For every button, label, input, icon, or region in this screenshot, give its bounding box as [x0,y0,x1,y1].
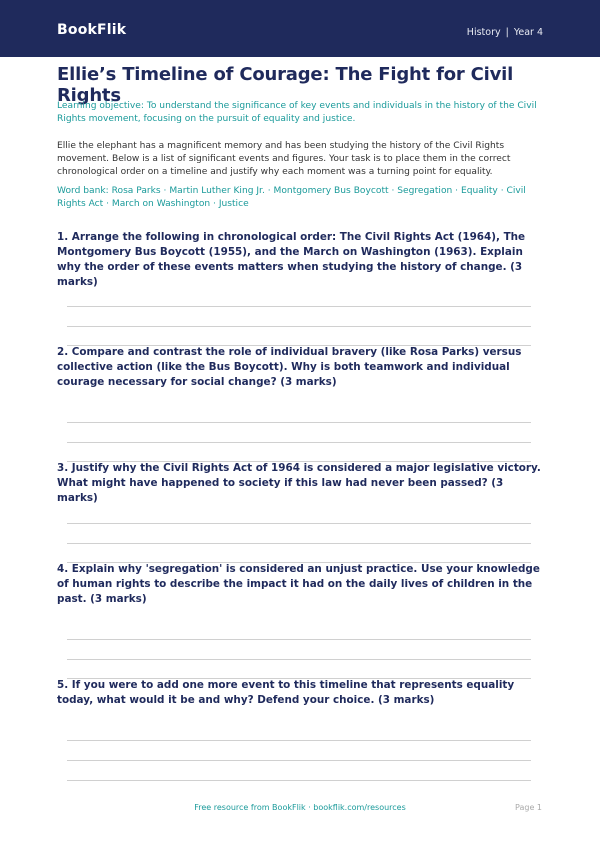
footer-resource-link[interactable]: Free resource from BookFlik · bookflik.com/resources [194,803,406,812]
answer-line[interactable] [67,523,531,524]
subject-label: History [466,27,501,38]
question-1: 1. Arrange the following in chronological order: The Civil Rights Act (1964), The Montgomery Bus Boycott (1955), and the March on Washington (1963). Explain why the order of these events matters when studying the history of change. (3 marks) [57,231,526,288]
answer-line[interactable] [67,659,531,660]
meta-separator: | [505,27,509,38]
word-bank: Word bank: Rosa Parks · Martin Luther King Jr. · Montgomery Bus Boycott · Segregation · Equality · Civil Rights Act · March on Washington · Justice [57,186,526,209]
answer-line[interactable] [67,306,531,307]
question-3: 3. Justify why the Civil Rights Act of 1964 is considered a major legislative victory. What might have happened to society if this law had never been passed? (3 marks) [57,462,541,504]
page-number: Page 1 [515,803,542,812]
question-2: 2. Compare and contrast the role of individual bravery (like Rosa Parks) versus collective action (like the Bus Boycott). Why is both teamwork and individual courage necessary for social change? (3 marks) [57,346,522,388]
subject-year-label [467,27,543,38]
answer-line[interactable] [67,639,531,640]
question-4: 4. Explain why 'segregation' is considered an unjust practice. Use your knowledge of human rights to describe the impact it had on the daily lives of children in the past. (3 marks) [57,563,540,605]
answer-line[interactable] [67,326,531,327]
answer-line[interactable] [67,543,531,544]
answer-line[interactable] [67,442,531,443]
question-5: 5. If you were to add one more event to this timeline that represents equality today, what would it be and why? Defend your choice. (3 marks) [57,679,515,706]
answer-line[interactable] [67,740,531,741]
learning-objective: Learning objective: To understand the significance of key events and individuals in the history of the Civil Rights movement, focusing on the pursuit of equality and justice. [57,101,537,124]
brand-logo[interactable]: BookFlik [57,22,127,38]
answer-line[interactable] [67,422,531,423]
answer-line[interactable] [67,780,531,781]
page-header [0,0,600,57]
year-label: Year 4 [513,27,543,38]
answer-line[interactable] [67,760,531,761]
intro-text: Ellie the elephant has a magnificent memory and has been studying the history of the Civil Rights movement. Below is a list of significant events and figures. Your task is to place them in the correct chronological order on a timeline and justify why each moment was a turning point for equality. [57,141,511,177]
page-title: Ellie’s Timeline of Courage: The Fight for Civil Rights [57,64,514,106]
